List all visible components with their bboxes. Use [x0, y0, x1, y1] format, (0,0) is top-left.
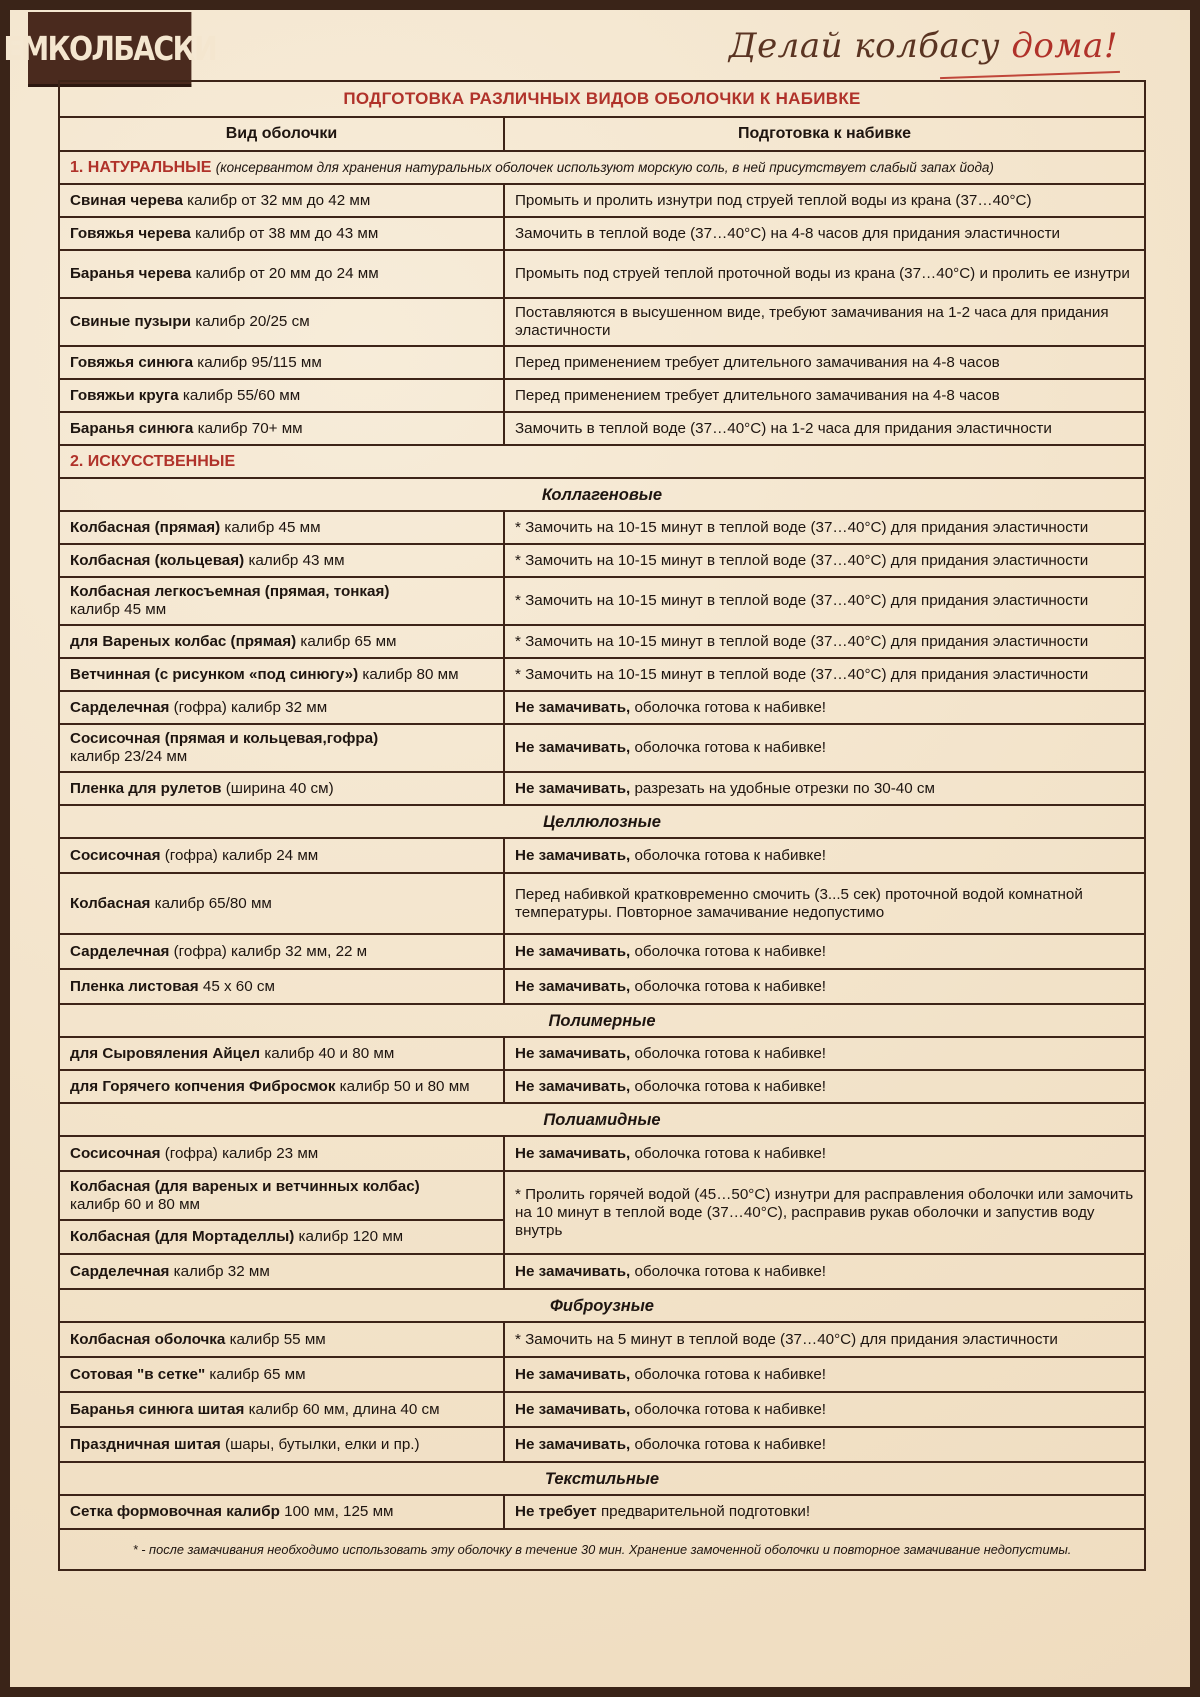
preparation-cell: [504, 969, 1145, 1004]
table-row: [59, 217, 1145, 250]
preparation-emphasis: Не замачивать,: [515, 1144, 631, 1162]
table-row: [59, 1171, 1145, 1220]
casing-spec: (шары, бутылки, елки и пр.): [220, 1435, 420, 1453]
preparation-text: оболочка готова к набивке!: [630, 698, 826, 716]
casing-name: Свиные пузыри: [70, 313, 192, 330]
preparation-text: * Замочить на 10-15 минут в теплой воде (37…40°С) для придания эластичности: [515, 518, 1089, 536]
casing-name-cell: [59, 511, 504, 544]
preparation-text: Замочить в теплой воде (37…40°С) на 4-8 часов для придания эластичности: [515, 224, 1061, 242]
preparation-text: оболочка готова к набивке!: [630, 942, 826, 960]
casing-name-cell: [59, 250, 504, 298]
casing-name-cell: [59, 1427, 504, 1462]
table-row: [59, 250, 1145, 298]
preparation-emphasis: Не замачивать,: [515, 1400, 631, 1418]
preparation-text: Перед набивкой кратковременно смочить (3...5 сек) проточной водой комнатной температуры. Повторное замачивание недопустимо: [515, 885, 1083, 921]
casing-name-cell: [59, 1495, 504, 1529]
casing-name: Колбасная (для вареных и ветчинных колбас): [70, 1177, 420, 1195]
section-natural: [59, 151, 1145, 184]
casing-name-cell: [59, 1322, 504, 1357]
preparation-text: оболочка готова к набивке!: [630, 1044, 826, 1062]
preparation-text: разрезать на удобные отрезки по 30-40 см: [630, 779, 935, 797]
casing-name: Колбасная оболочка: [70, 1330, 226, 1348]
preparation-cell: [504, 346, 1145, 379]
casing-spec: калибр 40 и 80 мм: [260, 1044, 395, 1062]
casing-spec: 100 мм, 125 мм: [279, 1503, 394, 1520]
preparation-emphasis: Не замачивать,: [515, 1365, 631, 1383]
slogan-accent: дома!: [1011, 26, 1118, 66]
casing-name: для Вареных колбас (прямая): [70, 632, 297, 650]
footnote: * - после замачивания необходимо использовать эту оболочку в течение 30 мин. Хранение замоченной оболочки и повторное замачивание недопустимы.: [59, 1529, 1145, 1570]
casing-name: Колбасная (кольцевая): [70, 551, 245, 569]
preparation-cell: [504, 1495, 1145, 1529]
casing-spec: калибр 45 мм: [70, 601, 167, 618]
natural-rows: [59, 184, 1145, 445]
table-row: [59, 544, 1145, 577]
casing-spec: калибр 50 и 80 мм: [335, 1077, 470, 1095]
casing-spec: (гофра) калибр 32 мм, 22 м: [169, 942, 368, 960]
preparation-text: оболочка готова к набивке!: [630, 1144, 826, 1162]
subsection-textile-title: Текстильные: [59, 1462, 1145, 1495]
table-row: [59, 934, 1145, 969]
brand-slogan: [729, 26, 1118, 66]
casing-spec: калибр 65 мм: [296, 632, 397, 650]
preparation-cell: [504, 838, 1145, 873]
casing-name-cell: [59, 969, 504, 1004]
casing-name-cell: [59, 772, 504, 805]
casing-spec: калибр от 32 мм до 42 мм: [182, 191, 371, 209]
casing-name: Сосисочная: [70, 846, 161, 864]
casing-name-cell: [59, 412, 504, 445]
casing-spec: калибр 70+ мм: [193, 419, 303, 437]
table-row: [59, 838, 1145, 873]
preparation-cell: [504, 1322, 1145, 1357]
casing-spec: калибр 23/24 мм: [70, 748, 188, 765]
table-row: [59, 969, 1145, 1004]
casing-name: Говяжья синюга: [70, 353, 194, 371]
casing-name-cell: [59, 1220, 504, 1254]
preparation-text: предварительной подготовки!: [596, 1503, 811, 1520]
casing-name-cell: [59, 298, 504, 346]
casing-name-cell: [59, 1037, 504, 1070]
preparation-cell: [504, 1427, 1145, 1462]
table-row: [59, 1254, 1145, 1289]
preparation-text: * Замочить на 5 минут в теплой воде (37…40°С) для придания эластичности: [515, 1330, 1058, 1348]
preparation-emphasis: Не замачивать,: [515, 846, 631, 864]
casing-spec: (гофра) калибр 32 мм: [169, 698, 328, 716]
table-row: [59, 1357, 1145, 1392]
section-artificial-heading: 2. ИСКУССТВЕННЫЕ: [70, 452, 236, 470]
casing-name: для Сыровяления Айцел: [70, 1044, 261, 1062]
preparation-text: оболочка готова к набивке!: [630, 739, 826, 756]
brand-logo[interactable]: ЕМКОЛБАСКИ: [28, 12, 191, 87]
preparation-emphasis: Не замачивать,: [515, 1262, 631, 1280]
casing-name-cell: [59, 1254, 504, 1289]
fibrous-rows: [59, 1322, 1145, 1462]
preparation-text: * Замочить на 10-15 минут в теплой воде (37…40°С) для придания эластичности: [515, 592, 1089, 609]
preparation-text: * Замочить на 10-15 минут в теплой воде (37…40°С) для придания эластичности: [515, 551, 1089, 569]
slogan-underline: [940, 71, 1120, 79]
table-row: [59, 577, 1145, 625]
table-row: [59, 724, 1145, 772]
preparation-text: Замочить в теплой воде (37…40°С) на 1-2 часа для придания эластичности: [515, 419, 1052, 437]
casing-name-cell: [59, 379, 504, 412]
preparation-cell: [504, 1392, 1145, 1427]
preparation-text: оболочка готова к набивке!: [630, 977, 826, 995]
preparation-cell: [504, 1037, 1145, 1070]
preparation-cell: [504, 1136, 1145, 1171]
preparation-cell: [504, 691, 1145, 724]
table-row: [59, 658, 1145, 691]
preparation-cell: [504, 184, 1145, 217]
preparation-text: оболочка готова к набивке!: [630, 1077, 826, 1095]
table-row: [59, 625, 1145, 658]
preparation-cell: [504, 934, 1145, 969]
textile-rows: [59, 1495, 1145, 1529]
casing-name: Пленка для рулетов: [70, 779, 222, 797]
preparation-cell: [504, 658, 1145, 691]
casing-name-cell: [59, 1171, 504, 1220]
subsection-fibrous-title: Фиброузные: [59, 1289, 1145, 1322]
casing-name-cell: [59, 346, 504, 379]
preparation-text: оболочка готова к набивке!: [630, 1435, 826, 1453]
preparation-cell: [504, 250, 1145, 298]
casing-name: Колбасная: [70, 894, 151, 912]
table-row: [59, 346, 1145, 379]
casing-spec: калибр 120 мм: [294, 1228, 404, 1245]
preparation-cell: [504, 1357, 1145, 1392]
casing-name: Сарделечная: [70, 942, 170, 960]
preparation-cell: [504, 544, 1145, 577]
casing-name-cell: [59, 724, 504, 772]
casing-spec: калибр 60 и 80 мм: [70, 1195, 200, 1213]
casing-spec: калибр 55 мм: [225, 1330, 326, 1348]
casing-name: Ветчинная (с рисунком «под синюгу»): [70, 665, 359, 683]
preparation-cell: [504, 298, 1145, 346]
casing-name-cell: [59, 658, 504, 691]
preparation-emphasis: Не замачивать,: [515, 779, 631, 797]
table-row: [59, 1392, 1145, 1427]
casing-spec: калибр 60 мм, длина 40 см: [244, 1400, 440, 1418]
casing-name-cell: [59, 691, 504, 724]
preparation-text: Промыть под струей теплой проточной воды из крана (37…40°С) и пролить ее изнутри: [515, 265, 1130, 282]
casing-spec: калибр от 38 мм до 43 мм: [190, 224, 379, 242]
casing-name: Свиная черева: [70, 191, 183, 209]
casing-name-cell: [59, 544, 504, 577]
casing-name: Праздничная шитая: [70, 1435, 221, 1453]
preparation-cell: [504, 724, 1145, 772]
preparation-cell: [504, 772, 1145, 805]
casing-name: Сарделечная: [70, 1262, 170, 1280]
preparation-emphasis: Не замачивать,: [515, 739, 631, 756]
table-row: [59, 184, 1145, 217]
casing-name-cell: [59, 217, 504, 250]
casing-spec: калибр 32 мм: [169, 1262, 270, 1280]
casing-name: Колбасная (прямая): [70, 518, 221, 536]
table-row: [59, 1495, 1145, 1529]
preparation-text: * Замочить на 10-15 минут в теплой воде (37…40°С) для придания эластичности: [515, 665, 1089, 683]
preparation-text: оболочка готова к набивке!: [630, 1400, 826, 1418]
casing-name-cell: [59, 1357, 504, 1392]
casing-name-cell: [59, 934, 504, 969]
table-row: [59, 412, 1145, 445]
casing-spec: (ширина 40 см): [221, 779, 334, 797]
casing-spec: 45 х 60 см: [198, 977, 275, 995]
casing-name-cell: [59, 1136, 504, 1171]
casing-name-cell: [59, 577, 504, 625]
preparation-text: Перед применением требует длительного замачивания на 4-8 часов: [515, 386, 1000, 404]
casing-name: Баранья черева: [70, 265, 192, 282]
table-title: ПОДГОТОВКА РАЗЛИЧНЫХ ВИДОВ ОБОЛОЧКИ К НАБИВКЕ: [59, 81, 1145, 117]
header-casing-type: Вид оболочки: [59, 117, 504, 151]
casing-name: для Горячего копчения Фибросмок: [70, 1077, 336, 1095]
table-row: [59, 1136, 1145, 1171]
table-row: [59, 691, 1145, 724]
casing-spec: калибр 65/80 мм: [150, 894, 272, 912]
preparation-cell: [504, 412, 1145, 445]
casing-name-cell: [59, 838, 504, 873]
casing-spec: калибр 20/25 см: [191, 313, 310, 330]
subsection-cellulose-title: Целлюлозные: [59, 805, 1145, 838]
preparation-cell-merged: * Пролить горячей водой (45…50°С) изнутри для расправления оболочки или замочить на 10 минут в теплой воде (37…40°С), расправив рукав оболочки и запустив воду внутрь: [504, 1171, 1145, 1254]
polymer-rows: [59, 1037, 1145, 1103]
preparation-text: * Замочить на 10-15 минут в теплой воде (37…40°С) для придания эластичности: [515, 632, 1089, 650]
casing-name: Сосисочная: [70, 1144, 161, 1162]
casing-spec: (гофра) калибр 23 мм: [160, 1144, 319, 1162]
casing-name-cell: [59, 1070, 504, 1103]
section-natural-note: (консервантом для хранения натуральных оболочек используют морскую соль, в ней присутствует слабый запах йода): [215, 159, 994, 175]
section-artificial: [59, 445, 1145, 478]
preparation-cell: [504, 511, 1145, 544]
preparation-cell: [504, 625, 1145, 658]
casing-spec: (гофра) калибр 24 мм: [160, 846, 319, 864]
table-row: [59, 873, 1145, 934]
preparation-emphasis: Не замачивать,: [515, 1077, 631, 1095]
preparation-text: оболочка готова к набивке!: [630, 846, 826, 864]
casing-name: Колбасная (для Мортаделлы): [70, 1228, 295, 1245]
preparation-text: Поставляются в высушенном виде, требуют замачивания на 1-2 часа для придания эластичности: [515, 304, 1109, 339]
preparation-cell: [504, 1070, 1145, 1103]
casing-name-cell: [59, 1392, 504, 1427]
preparation-emphasis: Не замачивать,: [515, 977, 631, 995]
preparation-cell: [504, 1254, 1145, 1289]
table-row: [59, 772, 1145, 805]
casing-spec: калибр 80 мм: [358, 665, 459, 683]
casing-spec: калибр 45 мм: [220, 518, 321, 536]
table-row: [59, 1427, 1145, 1462]
casing-spec: калибр от 20 мм до 24 мм: [191, 265, 379, 282]
table-row: [59, 1070, 1145, 1103]
subsection-collagen-title: Коллагеновые: [59, 478, 1145, 511]
casing-name: Сетка формовочная калибр: [70, 1503, 280, 1520]
preparation-emphasis: Не замачивать,: [515, 698, 631, 716]
casing-name: Баранья синюга шитая: [70, 1400, 245, 1418]
casing-name: Сосисочная (прямая и кольцевая,гофра): [70, 730, 379, 747]
header-preparation: Подготовка к набивке: [504, 117, 1145, 151]
preparation-cell: [504, 379, 1145, 412]
casing-spec: калибр 65 мм: [205, 1365, 306, 1383]
casing-name: Сарделечная: [70, 698, 170, 716]
casing-name-cell: [59, 184, 504, 217]
casing-name-cell: [59, 625, 504, 658]
casing-table: [58, 80, 1146, 1571]
casing-name-cell: [59, 873, 504, 934]
collagen-rows: [59, 511, 1145, 805]
preparation-cell: [504, 217, 1145, 250]
page: [3, 10, 1190, 1687]
casing-name: Сотовая "в сетке": [70, 1365, 206, 1383]
casing-name: Пленка листовая: [70, 977, 199, 995]
preparation-text: оболочка готова к набивке!: [630, 1365, 826, 1383]
slogan-main: Делай колбасу: [728, 26, 1001, 66]
preparation-emphasis: Не замачивать,: [515, 1435, 631, 1453]
preparation-cell: [504, 577, 1145, 625]
casing-spec: калибр 55/60 мм: [178, 386, 301, 404]
table-row: [59, 511, 1145, 544]
preparation-cell: [504, 873, 1145, 934]
table-row: [59, 298, 1145, 346]
casing-name: Колбасная легкосъемная (прямая, тонкая): [70, 583, 390, 600]
table-row: [59, 1037, 1145, 1070]
casing-name: Говяжьи круга: [70, 386, 179, 404]
section-natural-heading: 1. НАТУРАЛЬНЫЕ: [70, 158, 212, 176]
subsection-polyamide-title: Полиамидные: [59, 1103, 1145, 1136]
preparation-emphasis: Не требует: [515, 1503, 597, 1520]
table-row: [59, 379, 1145, 412]
table-row: [59, 1322, 1145, 1357]
subsection-polymer-title: Полимерные: [59, 1004, 1145, 1037]
preparation-text: Промыть и пролить изнутри под струей теплой воды из крана (37…40°С): [515, 191, 1032, 209]
casing-spec: калибр 95/115 мм: [193, 353, 322, 371]
casing-name: Говяжья черева: [70, 224, 191, 242]
preparation-emphasis: Не замачивать,: [515, 1044, 631, 1062]
casing-name: Баранья синюга: [70, 419, 194, 437]
preparation-text: оболочка готова к набивке!: [630, 1262, 826, 1280]
preparation-text: Перед применением требует длительного замачивания на 4-8 часов: [515, 353, 1000, 371]
casing-spec: калибр 43 мм: [244, 551, 345, 569]
preparation-emphasis: Не замачивать,: [515, 942, 631, 960]
cellulose-rows: [59, 838, 1145, 1004]
